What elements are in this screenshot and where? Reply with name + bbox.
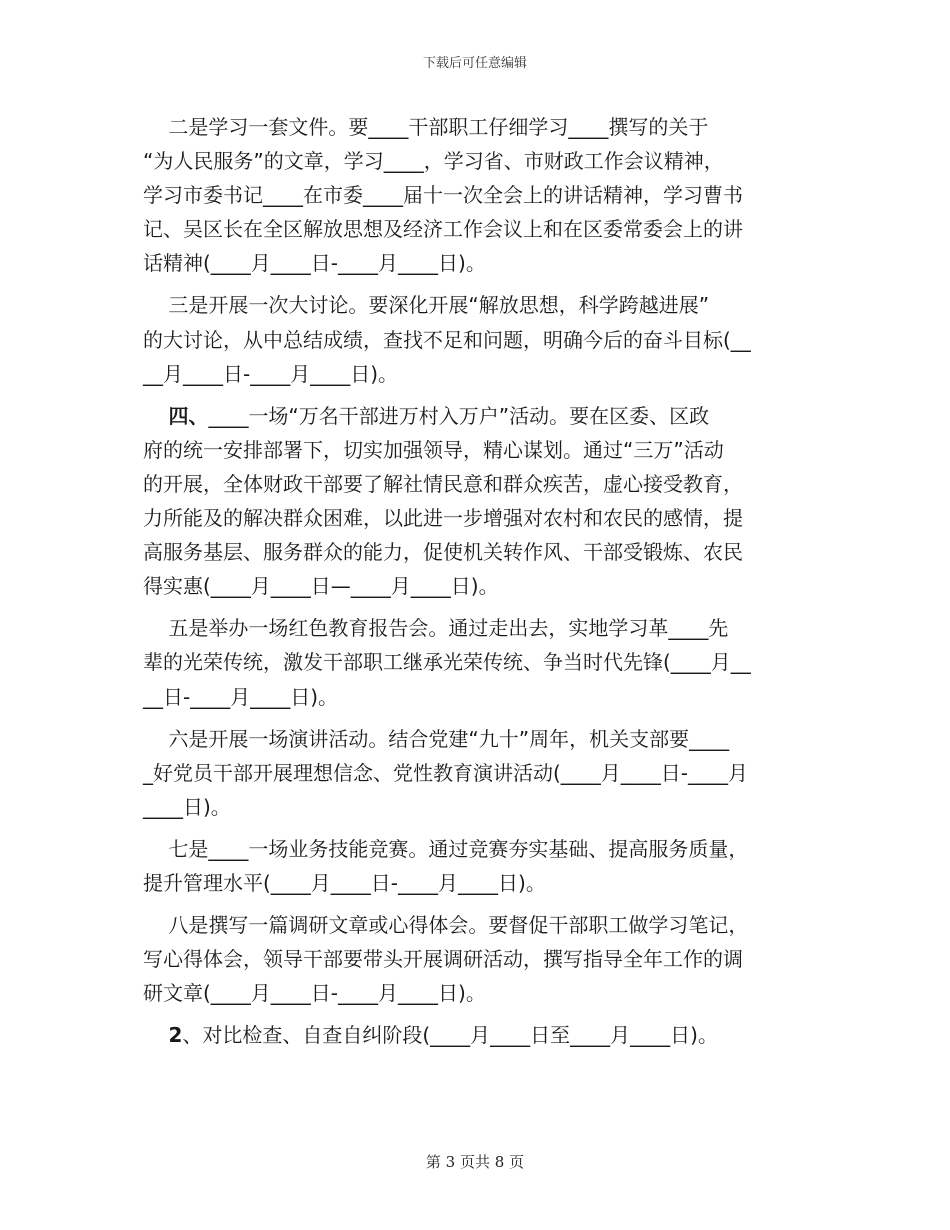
text-line: _好党员干部开展理想信念、党性教育演讲活动(____月____日-____月 <box>143 760 749 785</box>
text-span: 、对比检查、自查自纠阶段(____月____日至____月____日)。 <box>182 1023 718 1048</box>
paragraph <box>143 611 808 713</box>
paragraph <box>143 110 808 280</box>
paragraph <box>143 399 808 604</box>
page-footer: 第 3 页共 8 页 <box>425 1153 525 1171</box>
text-line: 高服务基层、服务群众的能力，促使机关转作风、干部受锻炼、农民 <box>143 540 743 565</box>
text-line: 提升管理水平(____月____日-____月____日)。 <box>143 870 546 895</box>
paragraph <box>143 1018 808 1052</box>
paragraph <box>143 722 808 824</box>
section-number: 2 <box>168 1023 183 1048</box>
text-line: 府的统一安排部署下，切实加强领导，精心谋划。通过“三万”活动 <box>143 437 724 462</box>
paragraph <box>143 908 808 1010</box>
text-line: 得实惠(____月____日—____月____日)。 <box>143 574 499 599</box>
text-line: 话精神(____月____日-____月____日)。 <box>143 251 486 276</box>
text-line: 辈的光荣传统，激发干部职工继承光荣传统、争当时代先锋(____月__ <box>143 650 751 675</box>
paragraph <box>143 288 808 390</box>
text-line: 记、吴区长在全区解放思想及经济工作会议上和在区委常委会上的讲 <box>143 217 743 242</box>
text-line: 八是撰写一篇调研文章或心得体会。要督促干部职工做学习笔记， <box>143 913 749 938</box>
text-line: 学习市委书记____在市委____届十一次全会上的讲话精神，学习曹书 <box>143 183 743 208</box>
text-line <box>143 1018 808 1052</box>
text-line: 七是____一场业务技能竞赛。通过竞赛夯实基础、提高服务质量， <box>143 836 749 861</box>
text-line: “为人民服务”的文章，学习____，学习省、市财政工作会议精神， <box>143 149 724 174</box>
text-line: 的开展，全体财政干部要了解社情民意和群众疾苦，虚心接受教育， <box>143 471 743 496</box>
text-line <box>143 399 808 433</box>
page-header: 下载后可任意编辑 <box>422 56 527 71</box>
text-line: 六是开展一场演讲活动。结合党建“九十”周年，机关支部要____ <box>143 726 730 751</box>
text-line: 研文章(____月____日-____月____日)。 <box>143 981 486 1006</box>
text-line: 的大讨论，从中总结成绩，查找不足和问题，明确今后的奋斗目标(__ <box>143 327 751 352</box>
text-line: __日-____月____日)。 <box>143 684 339 709</box>
text-line: 五是举办一场红色教育报告会。通过走出去，实地学习革____先 <box>143 616 729 641</box>
text-line: 三是开展一次大讨论。要深化开展“解放思想，科学跨越进展” <box>143 293 710 318</box>
text-line: __月____日-____月____日)。 <box>143 361 399 386</box>
paragraph <box>143 832 808 900</box>
text-span: ____一场“万名干部进万村入万户”活动。要在区委、区政 <box>208 403 710 428</box>
section-number: 四、 <box>168 403 209 428</box>
document-body <box>143 110 808 1052</box>
text-line: 力所能及的解决群众困难，以此进一步增强对农村和农民的感情，提 <box>143 506 743 531</box>
text-line: ____日)。 <box>143 794 231 819</box>
text-line: 写心得体会，领导干部要带头开展调研活动，撰写指导全年工作的调 <box>143 947 743 972</box>
text-line: 二是学习一套文件。要____干部职工仔细学习____撰写的关于 <box>143 115 709 139</box>
